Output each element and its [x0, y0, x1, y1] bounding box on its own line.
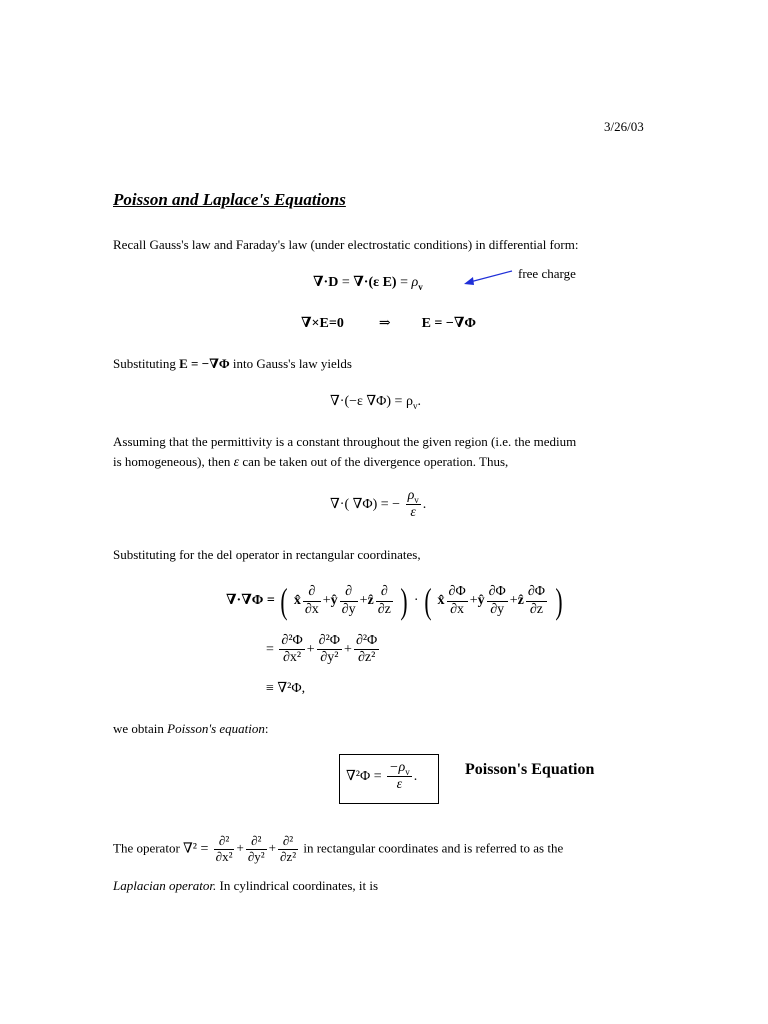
para2-expression: E = −∇Φ — [179, 356, 230, 371]
free-charge-annotation: free charge — [518, 266, 576, 281]
second-derivative-term-denominator: ∂z² — [357, 650, 376, 666]
eq4-den: ε — [410, 505, 416, 521]
poisson-equation — [346, 760, 417, 793]
eq4-num: ρ — [407, 488, 415, 503]
para3-post: can be taken out of the divergence operation. Thus, — [242, 454, 509, 469]
poisson-intro-paragraph — [113, 722, 269, 735]
del-term-operator: + — [322, 593, 331, 609]
del-term-fraction — [340, 584, 358, 617]
eq1-rhs-sub: v — [418, 281, 423, 292]
laplacian-term-numerator: ∂² — [214, 834, 235, 850]
gradient-term-unit-vector: x̂ — [437, 593, 445, 609]
del-term-denominator: ∂z — [377, 601, 391, 617]
gauss-law-equation: ∇·D = ∇·(ε $E) = \rho_v$ — [313, 275, 423, 292]
eq1-rhs: ρ — [411, 275, 419, 290]
para2-post: into Gauss's law yields — [232, 356, 352, 371]
gradient-terms — [437, 584, 550, 617]
second-derivative-term-fraction — [279, 633, 304, 666]
boxed-num-sub: v — [405, 766, 410, 777]
faraday-law-equation — [301, 317, 476, 331]
second-derivative-term-numerator: ∂²Φ — [317, 633, 342, 650]
del-term-unit-vector: ẑ — [367, 593, 374, 609]
del-term-fraction — [376, 584, 393, 617]
gradient-term-numerator: ∂Φ — [447, 584, 468, 601]
laplacian-term-fraction — [278, 834, 298, 865]
second-derivative-term-fraction — [317, 633, 342, 666]
gradient-term-fraction — [526, 584, 547, 617]
del-term-numerator: ∂ — [303, 584, 321, 601]
boxed-den: ε — [396, 777, 403, 793]
gradient-term-denominator: ∂x — [450, 601, 465, 617]
eq1-mid: ∇·(ε E) — [353, 275, 397, 290]
del-term-fraction — [303, 584, 321, 617]
eq3-sub: v — [412, 400, 418, 411]
del-term-denominator: ∂x — [304, 601, 319, 617]
del-term-unit-vector: ŷ — [330, 593, 338, 609]
gradient-term-unit-vector: ŷ — [477, 593, 485, 609]
arrow-icon — [460, 268, 520, 288]
laplacian-term-denominator: ∂z² — [280, 848, 297, 864]
page-title: Poisson and Laplace's Equations — [113, 190, 346, 209]
gradient-term-denominator: ∂z — [529, 601, 544, 617]
para5-pre: we obtain — [113, 721, 164, 736]
boxed-end: . — [413, 768, 418, 784]
del-term-unit-vector: x̂ — [293, 593, 301, 609]
del-term-operator: + — [359, 593, 368, 609]
gradient-term-numerator: ∂Φ — [487, 584, 508, 601]
para6-op-lhs: ∇² = — [183, 841, 209, 857]
eq4-end: . — [422, 496, 427, 512]
eq3-end: . — [417, 394, 421, 409]
gradient-term-operator: + — [509, 593, 518, 609]
second-derivative-term-operator: + — [306, 641, 315, 657]
laplacian-operator-emphasis: Laplacian operator. — [113, 878, 217, 893]
eq1-lhs: ∇·D — [313, 275, 339, 290]
gradient-term-fraction — [487, 584, 508, 617]
substitution-paragraph — [113, 357, 352, 370]
para7-post: In cylindrical coordinates, it is — [219, 878, 379, 893]
eq5-dot: · — [413, 593, 419, 609]
laplacian-terms — [212, 833, 300, 864]
para6-pre: The operator — [113, 840, 180, 856]
para2-pre: Substituting — [113, 356, 176, 371]
del-expansion-line-2 — [266, 633, 381, 666]
del-operator-terms — [293, 584, 395, 617]
eq4-num-sub: v — [414, 494, 419, 505]
del-expansion-line-1: ∇·∇Φ = ( x̂ $\frac{\partial}{\partial x}$ +ŷ $\frac{\partial}{\partial y}$ +ẑ $\frac{\partial}{\partial z}$ ) · ( x̂ $\frac{\partial\Phi}{\partial x}$ +ŷ $\frac{\partial\Phi}{\partial y}$ +ẑ $\frac{\partial\Phi}{\partial z}$ ) — [226, 581, 563, 621]
second-derivative-term-denominator: ∂y² — [320, 650, 339, 666]
second-derivative-term-fraction — [354, 633, 379, 666]
del-expansion-line-3: ≡ ∇²Φ, — [266, 681, 306, 696]
boxed-fraction — [387, 760, 412, 793]
second-derivative-term-numerator: ∂²Φ — [354, 633, 379, 650]
laplacian-divergence-equation — [330, 488, 426, 521]
gradient-term-denominator: ∂y — [490, 601, 505, 617]
para5-post: : — [264, 721, 269, 736]
eq4-fraction — [406, 488, 421, 521]
gradient-term-unit-vector: ẑ — [517, 593, 524, 609]
del-term-numerator: ∂ — [376, 584, 393, 601]
laplacian-term-denominator: ∂x² — [215, 848, 233, 864]
cylindrical-paragraph — [113, 879, 378, 892]
para3-pre: is homogeneous), then — [113, 454, 231, 469]
eq2-left: ∇×E=0 — [301, 316, 344, 331]
implies-symbol: ⇒ — [378, 316, 391, 331]
assumption-line-2 — [113, 455, 508, 470]
laplacian-term-operator: + — [236, 840, 244, 856]
eq4-lhs: ∇·( ∇Φ) = − — [330, 496, 401, 512]
laplacian-term-fraction — [246, 834, 267, 865]
second-derivative-terms — [277, 633, 381, 666]
assumption-line-1: Assuming that the permittivity is a constant throughout the given region (i.e. the medium — [113, 434, 577, 449]
laplacian-term-denominator: ∂y² — [247, 848, 265, 864]
gradient-term-operator: + — [469, 593, 478, 609]
epsilon-symbol: ε — [233, 455, 240, 470]
del-term-denominator: ∂y — [341, 601, 356, 617]
laplacian-term-operator: + — [268, 840, 276, 856]
laplacian-term-numerator: ∂² — [278, 834, 298, 850]
del-operator-paragraph: Substituting for the del operator in rectangular coordinates, — [113, 547, 421, 562]
laplacian-term-fraction — [214, 834, 235, 865]
second-derivative-term-operator: + — [344, 641, 352, 657]
date: 3/26/03 — [604, 119, 644, 134]
del-term-numerator: ∂ — [340, 584, 358, 601]
para6-post: in rectangular coordinates and is referred to as the — [303, 840, 564, 856]
gradient-term-fraction — [447, 584, 468, 617]
eq2-right: E = −∇Φ — [421, 316, 477, 331]
eq3-text: ∇·(−ε ∇Φ) = ρ — [330, 394, 413, 409]
poisson-equation-emphasis: Poisson's equation — [167, 721, 265, 736]
boxed-num: −ρ — [389, 760, 406, 775]
laplacian-term-numerator: ∂² — [246, 834, 267, 850]
second-derivative-term-denominator: ∂x² — [283, 650, 302, 666]
poisson-equation-label: Poisson's Equation — [465, 761, 595, 778]
gradient-term-numerator: ∂Φ — [526, 584, 547, 601]
laplacian-definition-paragraph — [113, 834, 563, 865]
eq5-line2-eq: = — [266, 641, 274, 657]
second-derivative-term-numerator: ∂²Φ — [279, 633, 304, 650]
boxed-lhs: ∇²Φ = — [346, 768, 382, 784]
eq5-lhs: ∇·∇Φ = — [226, 593, 275, 609]
intro-paragraph: Recall Gauss's law and Faraday's law (under electrostatic conditions) in differential form: — [113, 237, 579, 252]
divergence-equation — [330, 395, 421, 409]
